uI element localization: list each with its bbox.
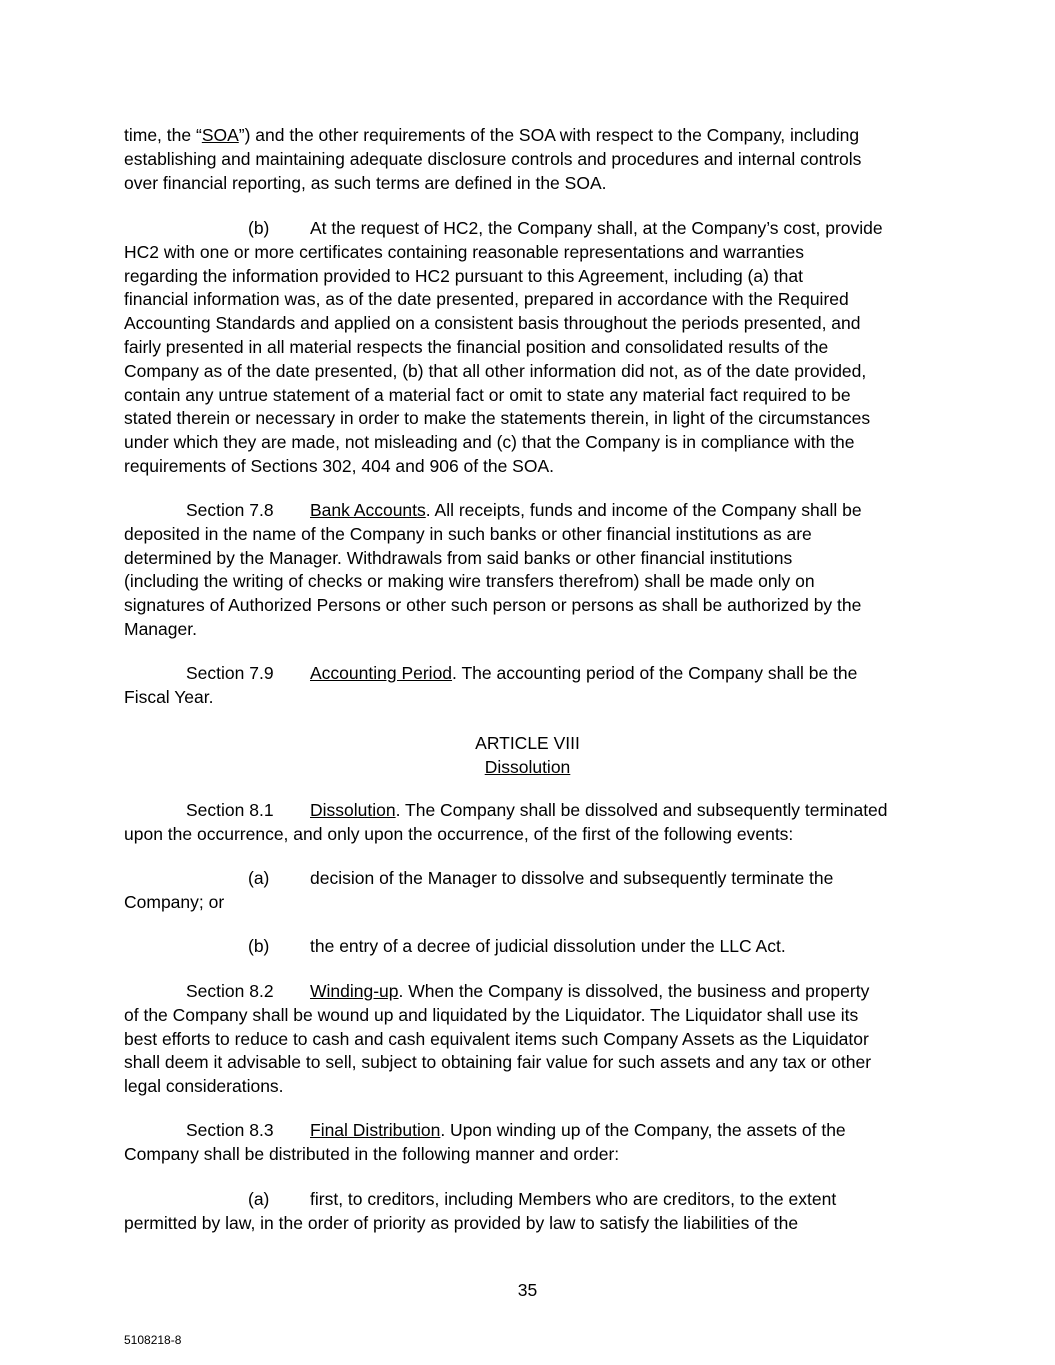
text-line: Manager. — [124, 618, 197, 639]
text-line — [124, 1119, 944, 1143]
text-run: . When the Company is dissolved, the business and property — [398, 981, 870, 1001]
section-number: Section 7.9 — [186, 663, 274, 683]
article-subheading: Dissolution — [484, 757, 571, 777]
text-line: financial information was, as of the date presented, prepared in accordance with the Required — [124, 289, 849, 310]
section-number: Section 7.8 — [186, 500, 274, 520]
text-line: contain any untrue statement of a material fact or omit to state any material fact required to be — [124, 384, 851, 405]
clause-8-3-a — [124, 1188, 944, 1236]
article-heading: ARTICLE VIII — [475, 733, 580, 753]
text-line: establishing and maintaining adequate disclosure controls and procedures and internal controls — [124, 148, 862, 169]
text-line: Company; or — [124, 891, 225, 912]
text-run: At the request of HC2, the Company shall, at the Company’s cost, provide — [310, 218, 883, 238]
section-number: Section 8.1 — [186, 800, 274, 820]
text-line: fairly presented in all material respects the financial position and consolidated results of the — [124, 336, 829, 357]
text-line — [124, 980, 944, 1004]
text-line: of the Company shall be wound up and liquidated by the Liquidator. The Liquidator shall use its — [124, 1004, 859, 1025]
text-run: ”) and the other requirements of the SOA with respect to the Company, including — [238, 125, 860, 145]
text-run: decision of the Manager to dissolve and subsequently terminate the — [310, 868, 834, 888]
text-line: HC2 with one or more certificates containing reasonable representations and warranties — [124, 241, 804, 262]
text-run: . All receipts, funds and income of the Company shall be — [425, 500, 862, 520]
text-line: under which they are made, not misleading and (c) that the Company is in compliance with the — [124, 432, 855, 453]
text-line: Company shall be distributed in the following manner and order: — [124, 1143, 620, 1164]
text-run: . Upon winding up of the Company, the assets of the — [440, 1120, 846, 1140]
text-run: . The Company shall be dissolved and subsequently terminated — [395, 800, 888, 820]
text-line: shall deem it advisable to sell, subject to obtaining fair value for such assets and any tax or other — [124, 1052, 872, 1073]
section-8-1 — [124, 799, 944, 847]
page-number: 35 — [517, 1280, 538, 1300]
section-title: Final Distribution — [310, 1120, 441, 1140]
clause-number: (a) — [248, 1189, 270, 1209]
paragraph-soa-continuation — [124, 124, 944, 195]
section-7-8 — [124, 499, 944, 642]
text-line: permitted by law, in the order of priority as provided by law to satisfy the liabilities of the — [124, 1212, 799, 1233]
text-line: determined by the Manager. Withdrawals from said banks or other financial institutions — [124, 547, 793, 568]
article-subheading-wrap — [0, 755, 1055, 779]
text-line: Fiscal Year. — [124, 686, 214, 707]
document-id: 5108218-8 — [124, 1333, 182, 1347]
text-line: legal considerations. — [124, 1076, 284, 1097]
section-title: Accounting Period — [310, 663, 453, 683]
section-title: Dissolution — [310, 800, 396, 820]
text-run: the entry of a decree of judicial dissolution under the LLC Act. — [310, 936, 786, 956]
defined-term-soa: SOA — [201, 125, 239, 145]
section-8-2 — [124, 980, 944, 1099]
text-line — [124, 499, 944, 523]
text-line: deposited in the name of the Company in such banks or other financial institutions as are — [124, 523, 812, 544]
text-line: over financial reporting, as such terms are defined in the SOA. — [124, 172, 607, 193]
text-line — [124, 935, 944, 959]
section-7-9 — [124, 662, 944, 710]
text-line: Accounting Standards and applied on a consistent basis throughout the periods presented, and — [124, 313, 861, 334]
text-line — [124, 799, 944, 823]
text-line — [124, 217, 944, 241]
text-line — [124, 124, 944, 148]
text-line: regarding the information provided to HC2 pursuant to this Agreement, including (a) that — [124, 265, 803, 286]
text-run: . The accounting period of the Company shall be the — [452, 663, 858, 683]
clause-number: (b) — [248, 936, 270, 956]
text-line: signatures of Authorized Persons or other such person or persons as shall be authorized by the — [124, 595, 862, 616]
text-line — [124, 662, 944, 686]
section-title: Bank Accounts — [310, 500, 426, 520]
clause-number: (a) — [248, 868, 270, 888]
text-line — [124, 867, 944, 891]
section-number: Section 8.3 — [186, 1120, 274, 1140]
text-line: upon the occurrence, and only upon the occurrence, of the first of the following events: — [124, 823, 794, 844]
section-number: Section 8.2 — [186, 981, 274, 1001]
section-8-3 — [124, 1119, 944, 1167]
text-line: Company as of the date presented, (b) that all other information did not, as of the date provided, — [124, 360, 867, 381]
text-run: time, the “ — [124, 125, 202, 145]
clause-8-1-a — [124, 867, 944, 915]
clause-number: (b) — [248, 218, 270, 238]
text-run: first, to creditors, including Members who are creditors, to the extent — [310, 1189, 837, 1209]
text-line: (including the writing of checks or making wire transfers therefrom) shall be made only on — [124, 571, 815, 592]
text-line: stated therein or necessary in order to make the statements therein, in light of the circumstances — [124, 408, 871, 429]
clause-8-1-b — [124, 935, 944, 959]
paragraph-7-7-b — [124, 217, 944, 479]
text-line: requirements of Sections 302, 404 and 906 of the SOA. — [124, 455, 554, 476]
text-line — [124, 1188, 944, 1212]
section-title: Winding-up — [310, 981, 399, 1001]
text-line: best efforts to reduce to cash and cash equivalent items such Company Assets as the Liquidator — [124, 1028, 869, 1049]
